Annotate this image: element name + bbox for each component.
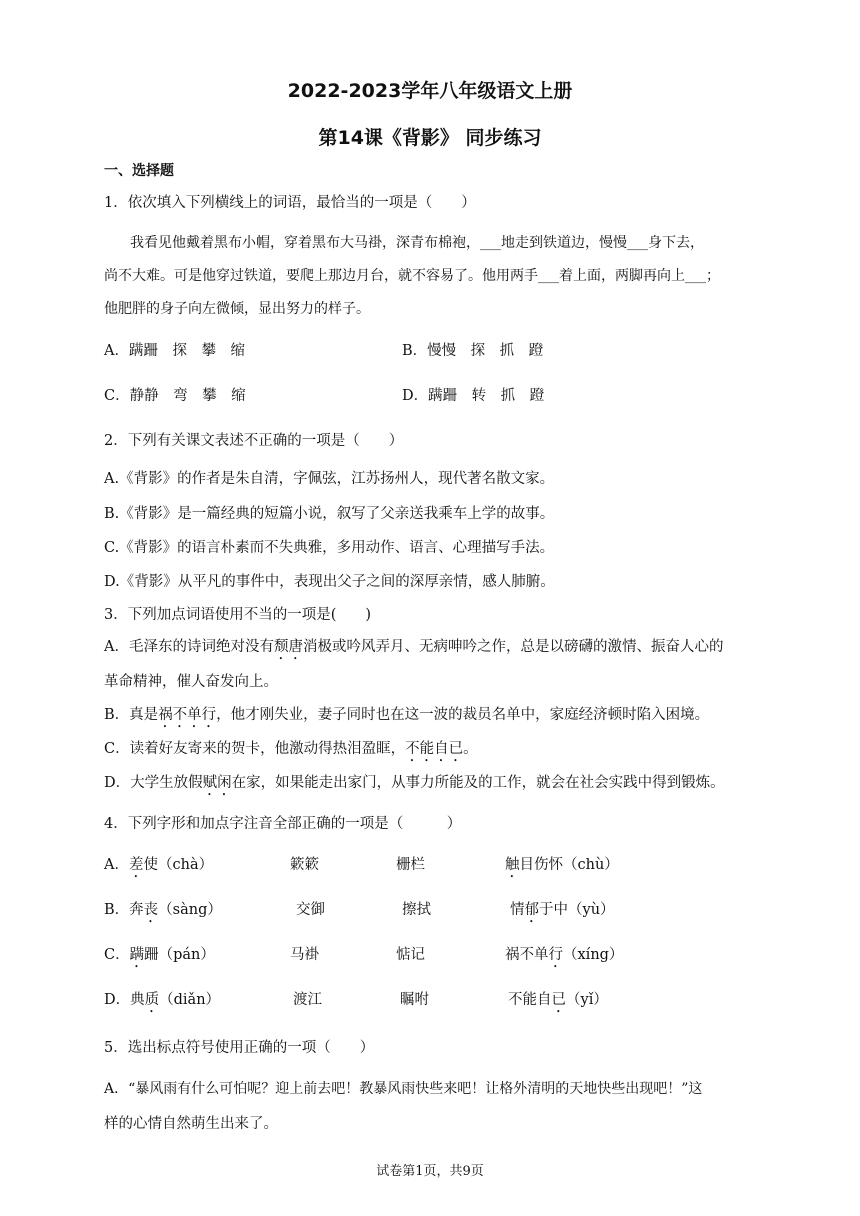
q4-b-dotted-char: 丧 [143, 902, 159, 918]
q5-option-a-line-2: 样的心情自然萌生出来了。 [104, 1116, 278, 1132]
q4-option-b-col1 [104, 898, 222, 926]
q4-option-a-col4 [505, 853, 619, 881]
q1-passage-line-3: 他肥胖的身子向左微倾，显出努力的样子。 [104, 301, 370, 317]
q3-option-c [104, 737, 478, 765]
q2-option-a: A.《背影》的作者是朱自清，字佩弦，江苏扬州人，现代著名散文家。 [104, 471, 555, 487]
q3-a-dotted-word: 颓唐 [273, 639, 303, 655]
q4-option-c-col1 [104, 943, 215, 971]
q1-passage-line-1: 我看见他戴着黑布小帽，穿着黑布大马褂，深青布棉袍，___地走到铁道边，慢慢___身下去， [130, 235, 704, 251]
q3-a-text: A．毛泽东的诗词绝对没有 [104, 639, 274, 655]
question-5-stem: 5．选出标点符号使用正确的一项（ ） [104, 1040, 375, 1056]
q4-a-dotted-char: 差 [128, 857, 144, 873]
q4-a4-dotted-char: 触 [505, 857, 520, 873]
q4-a-pre: A． [104, 857, 129, 873]
q4-option-d-col2: 渡江 [293, 992, 322, 1008]
page-footer: 试卷第1页，共9页 [376, 1164, 484, 1179]
q4-option-b-col3: 擦拭 [402, 902, 431, 918]
q3-d-text: D．大学生放假 [104, 775, 203, 791]
q3-b-text-rest: ，他才刚失业，妻子同时也在这一波的裁员名单中，家庭经济顿时陷入困境。 [216, 707, 710, 723]
q3-b-text: B．真是 [104, 707, 159, 723]
q4-b4-dotted-char: 郁 [524, 902, 539, 918]
q4-c4-pre: 祸不单 [505, 947, 549, 963]
q3-c-text-rest: 。 [463, 741, 478, 757]
q3-b-dotted-word: 祸不单行 [158, 707, 217, 723]
question-2-stem: 2．下列有关课文表述不正确的一项是（ ） [104, 433, 404, 449]
q4-option-a-col1 [104, 853, 213, 881]
q4-b4-post: 于中（yù） [539, 902, 615, 918]
question-4-stem: 4．下列字形和加点字注音全部正确的一项是（ ） [104, 816, 462, 832]
q4-d4-pre: 不能自 [508, 992, 552, 1008]
q4-option-a-col3: 栅栏 [396, 857, 425, 873]
q4-a-post: 使（chà） [143, 857, 214, 873]
q4-c-post: 跚（pán） [144, 947, 215, 963]
q3-d-dotted-word: 赋闲 [202, 775, 232, 791]
q3-c-text: C．读着好友寄来的贺卡，他激动得热泪盈眶， [104, 741, 406, 757]
q4-b4-pre: 情 [510, 902, 525, 918]
q4-option-c-col3: 惦记 [396, 947, 425, 963]
q4-option-b-col4 [510, 898, 615, 926]
q3-a-text-rest: 消极或吟风弄月、无病呻吟之作，总是以磅礴的激情、振奋人心的 [302, 639, 724, 655]
q2-option-d: D.《背影》从平凡的事件中，表现出父子之间的深厚亲情，感人肺腑。 [104, 574, 555, 590]
q1-option-c: C．静静 弯 攀 缩 [104, 388, 246, 404]
section-heading: 一、选择题 [104, 163, 174, 179]
q3-c-dotted-word: 不能自已 [405, 741, 464, 757]
q4-c4-dotted-char: 行 [548, 947, 563, 963]
q2-option-b: B.《背影》是一篇经典的短篇小说，叙写了父亲送我乘车上学的故事。 [104, 506, 555, 522]
q1-passage-line-2: 尚不大难。可是他穿过铁道，要爬上那边月台，就不容易了。他用两手___着上面，两脚再向上___； [104, 268, 720, 284]
q3-option-d [104, 771, 725, 799]
document-title: 2022-2023学年八年级语文上册 [287, 80, 573, 102]
q4-c-dotted-char: 蹒 [129, 947, 145, 963]
question-1-stem: 1．依次填入下列横线上的词语，最恰当的一项是（ ） [104, 195, 476, 211]
q4-d-pre: D．典 [104, 992, 145, 1008]
q3-option-a [104, 635, 723, 663]
q4-option-d-col3: 瞩咐 [400, 992, 429, 1008]
q4-c-pre: C． [104, 947, 130, 963]
q4-option-b-col2: 交御 [296, 902, 325, 918]
q4-d4-dotted-char: 已 [551, 992, 566, 1008]
q3-d-text-rest: 在家，如果能走出家门，从事力所能及的工作，就会在社会实践中得到锻炼。 [231, 775, 725, 791]
q4-d-dotted-char: 质 [144, 992, 160, 1008]
q4-d4-post: （yǐ） [566, 992, 608, 1008]
q1-option-b: B．慢慢 探 抓 蹬 [402, 343, 544, 359]
q4-option-d-col1 [104, 988, 220, 1016]
q4-option-c-col2: 马褂 [290, 947, 319, 963]
q4-option-c-col4 [505, 943, 623, 971]
q4-d-post: （diǎn） [159, 992, 221, 1008]
question-3-stem: 3．下列加点词语使用不当的一项是( ) [104, 607, 372, 623]
q4-b-post: （sàng） [158, 902, 222, 918]
q4-option-a-col2: 簌簌 [290, 857, 319, 873]
q1-option-d: D．蹒跚 转 抓 蹬 [402, 388, 545, 404]
q5-option-a: A．“暴风雨有什么可怕呢？迎上前去吧！教暴风雨快些来吧！让格外清明的天地快些出现吧！”这 [104, 1081, 703, 1097]
q4-c4-post: （xíng） [563, 947, 624, 963]
q3-option-a-line-2: 革命精神，催人奋发向上。 [104, 674, 278, 690]
q3-option-b [104, 703, 709, 731]
document-subtitle: 第14课《背影》 同步练习 [318, 127, 542, 149]
q4-option-d-col4 [508, 988, 608, 1016]
q2-option-c: C.《背影》的语言朴素而不失典雅，多用动作、语言、心理描写手法。 [104, 540, 555, 556]
q1-option-a: A．蹒跚 探 攀 缩 [104, 343, 245, 359]
q4-b-pre: B．奔 [104, 902, 144, 918]
q4-a4-post: 目伤怀（chù） [519, 857, 619, 873]
